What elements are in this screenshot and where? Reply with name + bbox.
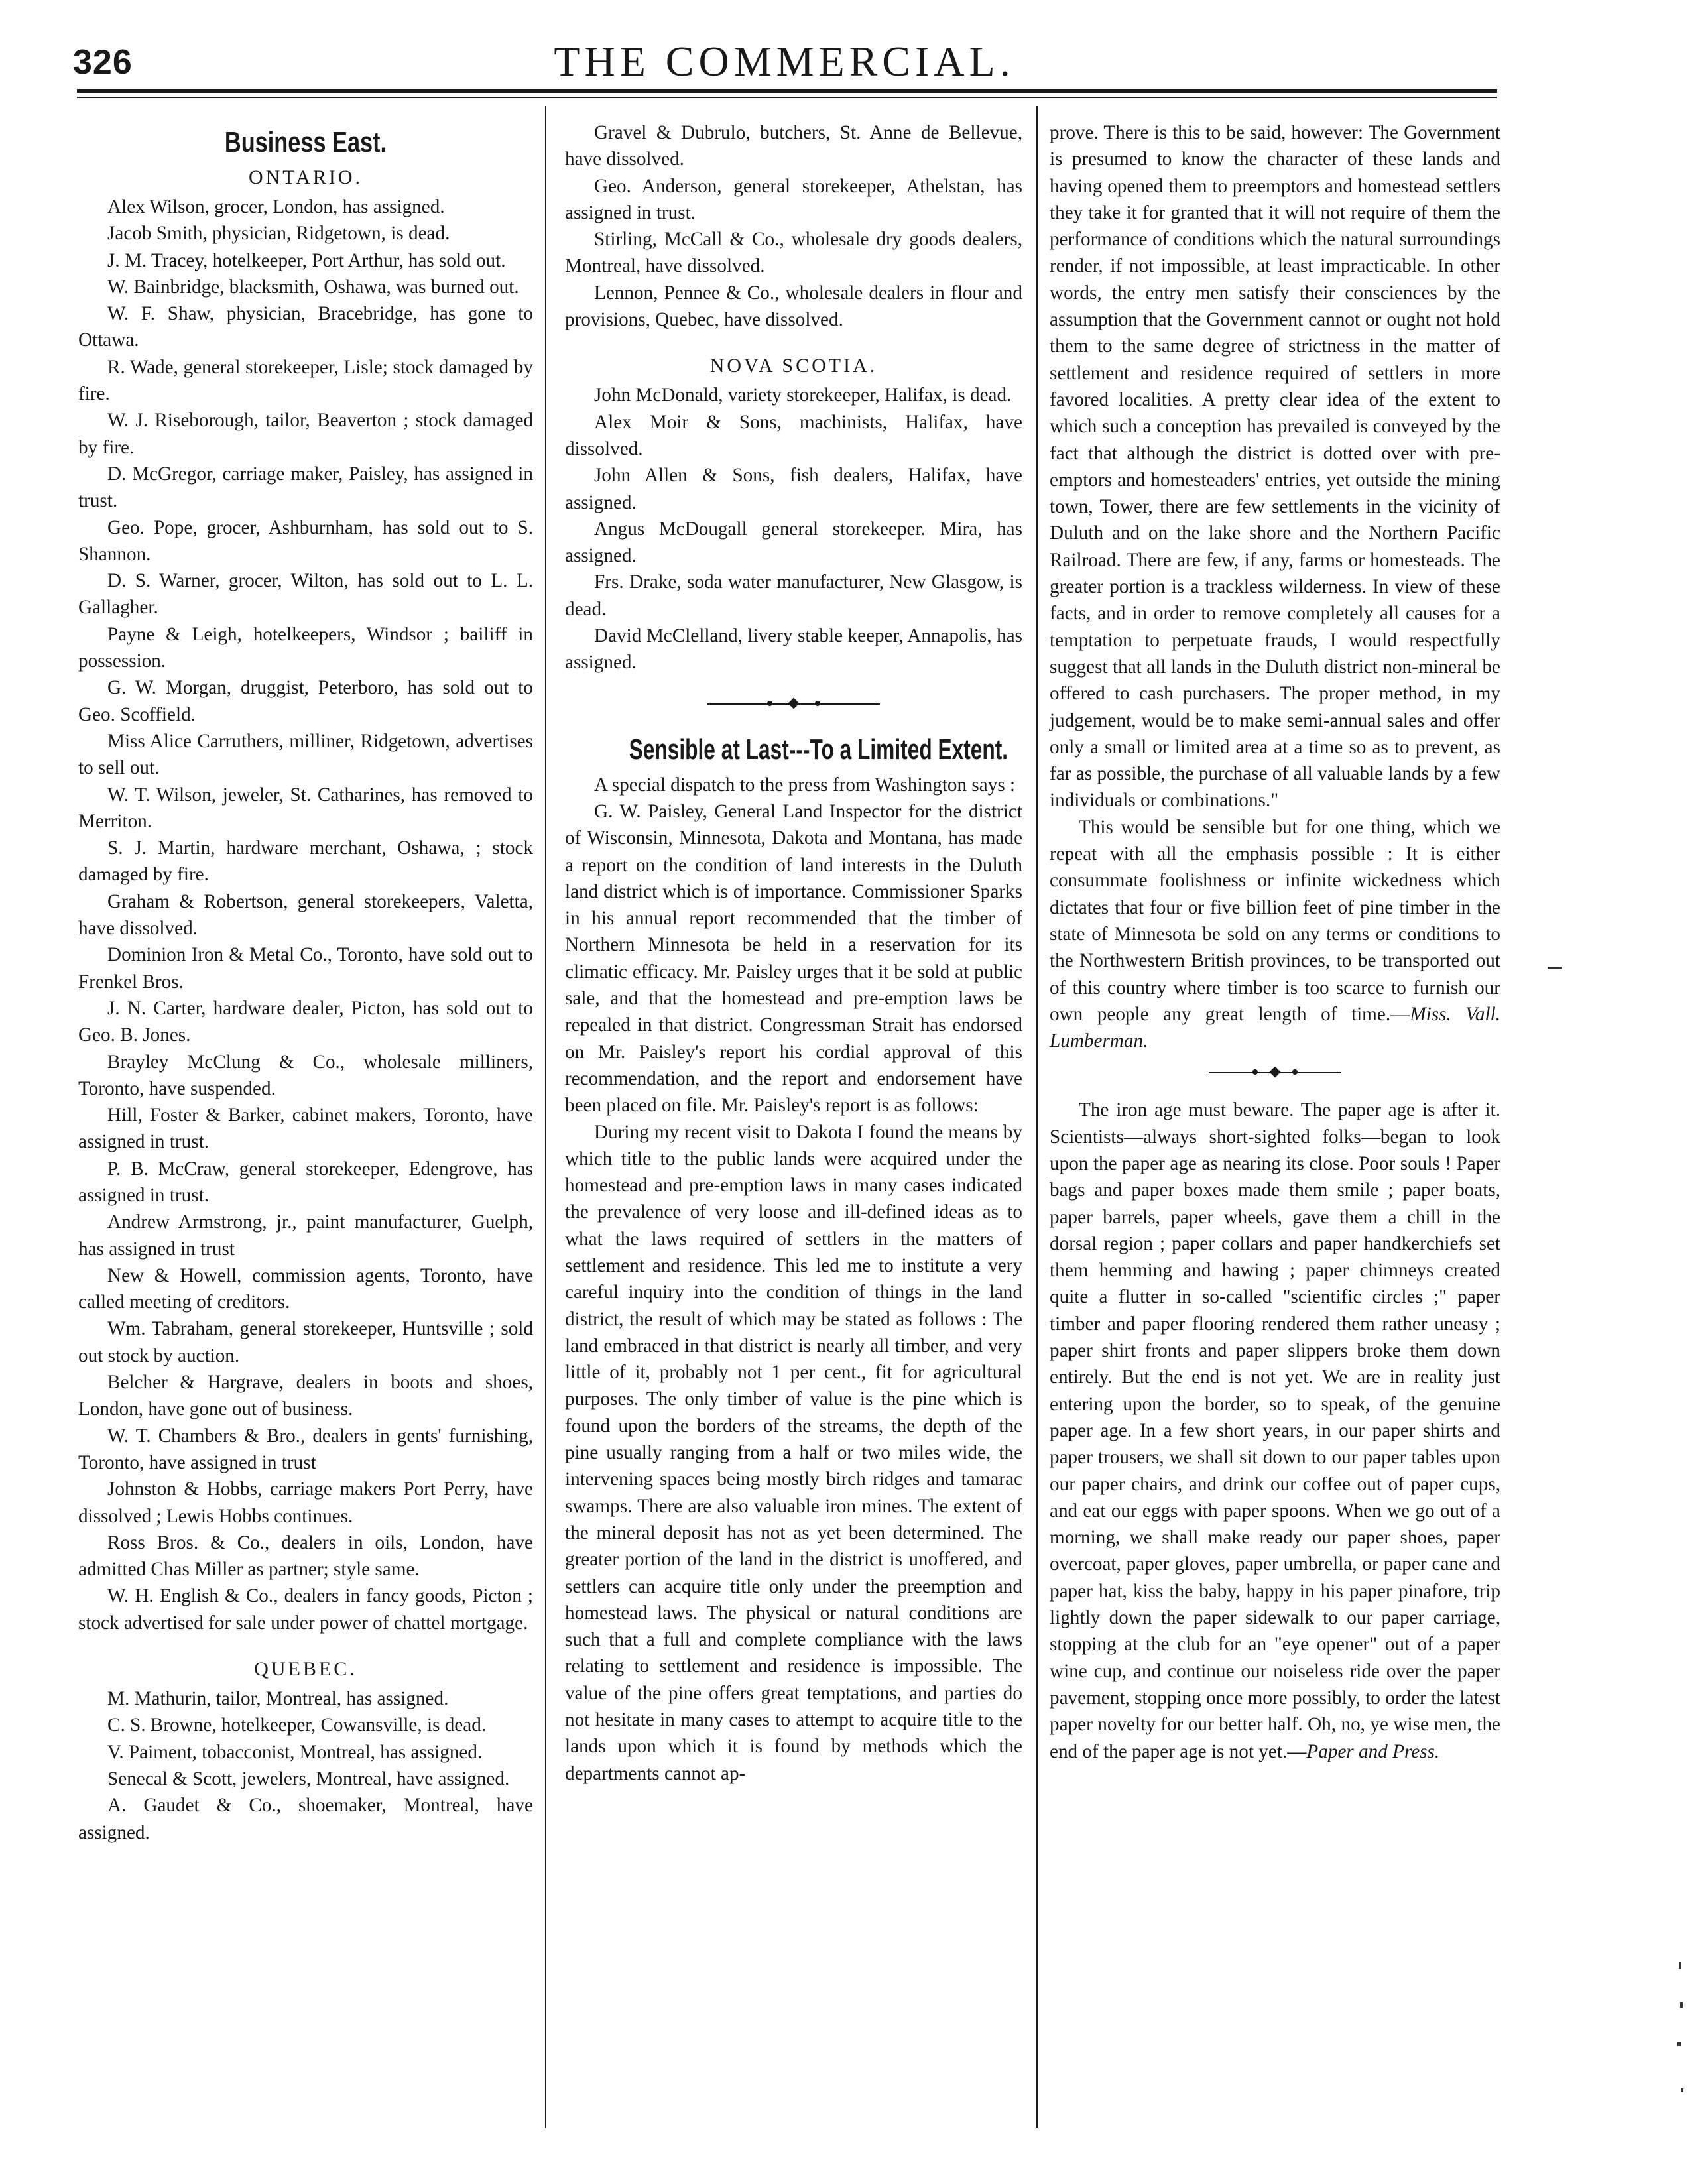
list-item: John McDonald, variety storekeeper, Halifax, is dead. xyxy=(594,385,1012,406)
list-item: W. Bainbridge, blacksmith, Oshawa, was burned out. xyxy=(107,276,519,298)
list-item: Stirling, McCall & Co., wholesale dry goods dealers, Montreal, have dissolved. xyxy=(565,229,1022,277)
list-item: Andrew Armstrong, jr., paint manufacturer, Guelph, has assigned in trust xyxy=(78,1211,533,1260)
list-item: G. W. Morgan, druggist, Peterboro, has sold out to Geo. Scoffield. xyxy=(78,677,533,725)
list-item: D. S. Warner, grocer, Wilton, has sold out to L. L. Gallagher. xyxy=(78,570,533,619)
margin-mark xyxy=(1680,2002,1683,2008)
list-item: Ross Bros. & Co., dealers in oils, London, have admitted Chas Miller as partner; style same. xyxy=(78,1532,533,1581)
article-text: The iron age must beware. The paper age is after it. Scientists—always short-sighted folks—began to look upon the paper age as nearing its close. Poor souls ! Paper bags and paper boxes made them smile ; paper boats, paper barrels, paper wheels, gave them a chill in the dorsal region ; paper collars and paper handkerchiefs set them hemming and hawing ; paper chimneys created quite a flutter in so-called "scientific circles ;" paper timber and paper flooring rendered them rather uneasy ; paper shirt fronts and paper slippers broke them down entirely. But the end is not yet. We are in reality just entering upon the border, so to speak, of the genuine paper age. In a few short years, in our paper shirts and paper trousers, we shall sit down to our paper tables upon our paper chairs, and drink our coffee out of paper cups, and eat our eggs with paper spoons. When we go out of a morning, we shall make ready our paper shoes, paper overcoat, paper gloves, paper umbrella, or paper cane and paper hat, kiss the baby, happy in his paper pinafore, trip lightly down the paper sidewalk to our paper carriage, stopping at the club for an "eye opener" out of a paper wine cup, and continue our noiseless ride over the paper pavement, stopping once more possibly, to order the latest paper novelty for our better half. Oh, no, ye wise men, the end of the paper age is not yet.— xyxy=(1050,1099,1500,1762)
subhead-quebec: QUEBEC. xyxy=(254,1658,357,1681)
list-item: Gravel & Dubrulo, butchers, St. Anne de Bellevue, have dissolved. xyxy=(565,122,1022,170)
page-header xyxy=(73,34,1496,94)
list-item: Frs. Drake, soda water manufacturer, New Glasgow, is dead. xyxy=(565,572,1022,620)
article-paragraph: G. W. Paisley, General Land Inspector for the district of Wisconsin, Minnesota, Dakota and Montana, has made a report on the condition of land interests in the Duluth land district which is of importance. Commissioner Sparks in his annual report recommended that the timber of Northern Minnesota be held in a reservation for its climatic efficacy. Mr. Paisley urges that it be sold at public sale, and that the homestead and pre-emption laws be repealed in that district. Congressman Strait has endorsed on Mr. Paisley's report his cordial approval of this recommendation, and the report and endorsement have been placed on file. Mr. Paisley's report is as follows: xyxy=(565,800,1022,1116)
masthead-title: THE COMMERCIAL. xyxy=(554,38,1015,85)
section-heading-business-east: Business East. xyxy=(224,126,387,158)
list-item: Lennon, Pennee & Co., wholesale dealers in flour and provisions, Quebec, have dissolved. xyxy=(565,282,1022,331)
list-item: Brayley McClung & Co., wholesale milliners, Toronto, have suspended. xyxy=(78,1051,533,1099)
list-item: Wm. Tabraham, general storekeeper, Huntsville ; sold out stock by auction. xyxy=(78,1318,533,1366)
quebec-list xyxy=(78,1685,533,1846)
margin-mark xyxy=(1679,1962,1681,1969)
list-item: V. Paiment, tobacconist, Montreal, has assigned. xyxy=(107,1741,483,1763)
list-item: J. M. Tracey, hotelkeeper, Port Arthur, has sold out. xyxy=(107,249,506,271)
list-item: R. Wade, general storekeeper, Lisle; stock damaged by fire. xyxy=(78,356,533,405)
ontario-list xyxy=(78,194,533,1636)
list-item: C. S. Browne, hotelkeeper, Cowansville, is dead. xyxy=(107,1715,487,1736)
article-paragraph: During my recent visit to Dakota I found the means by which title to the public lands were acquired under the homestead and pre-emption laws in many cases indicated the prevalence of very loose and ill-defined ideas as to what the laws required of settlers in the matters of settlement and residence. This led me to institute a very careful inquiry into the condition of things in the land district, the result of which may be stated as follows : The land embraced in that district is nearly all timber, and very little of it, probably not 1 per cent., fit for agricultural purposes. The only timber of value is the pine which is found upon the borders of the streams, the depth of the pine usually ranging from a half or two miles wide, the intervening spaces being mostly birch ridges and tamarac swamps. There are also valuable iron mines. The extent of the mineral deposit has not as yet been determined. The greater portion of the land in the district is unoffered, and settlers can acquire title only under the preemption and homestead laws. The physical or natural conditions are such that a full and complete compliance with the laws relating to settlement and residence is impossible. The value of the pine offers great temptations, and parties do not hesitate in many cases to attempt to acquire title to the lands upon which it is found by methods which the departments cannot ap- xyxy=(565,1121,1022,1784)
list-item: David McClelland, livery stable keeper, Annapolis, has assigned. xyxy=(565,625,1022,674)
list-item: Alex Wilson, grocer, London, has assigned. xyxy=(107,196,445,217)
header-rule-thick xyxy=(77,89,1497,93)
margin-mark xyxy=(1548,967,1562,969)
page-number: 326 xyxy=(73,43,133,82)
column-3 xyxy=(1050,119,1500,1765)
article-paragraph: prove. There is this to be said, however: The Government is presumed to know the character of these lands and having opened them to preemptors and homestead settlers they take it for granted that it will not require of them the performance of conditions which the natural surroundings render, if not impossible, at least impracticable. In other words, the entry men satisfy their consciences by the assumption that the Government cannot or ought not hold them to the same degree of strictness in the matter of settlement and residence required of settlers in more favored localities. A pretty clear idea of the extent to which such a conception has prevailed is conveyed by the fact that although the district is dotted over with pre-emptors and homesteaders' entries, yet outside the mining town, Tower, there are few settlements in the vicinity of Duluth and on the lake shore and the Northern Pacific Railroad. There are few, if any, farms or homesteads. The greater portion is a trackless wilderness. In view of these facts, and in order to remove completely all causes for a temptation to perpetuate frauds, I would respectfully suggest that all lands in the Duluth district non-mineral be offered to cash purchasers. The proper method, in my judgement, would be to make semi-annual sales and offer only a small or limited area at a time so as to prevent, as far as possible, the purchase of all valuable lands by a few individuals or combinations." xyxy=(1050,122,1500,812)
column-2 xyxy=(565,119,1022,1787)
article-text: This would be sensible but for one thing, which we repeat with all the emphasis possible : It is either consummate foolishness or infinite wickedness which dictates that four or five billion feet of pine timber in the state of Minnesota be sold on any terms or conditions to the Northwestern British provinces, to be transported out of this country where timber is too scarce to furnish our own people any great length of time.— xyxy=(1050,816,1500,1025)
list-item: Jacob Smith, physician, Ridgetown, is dead. xyxy=(107,223,450,245)
margin-mark xyxy=(1681,2088,1683,2092)
list-item: Geo. Pope, grocer, Ashburnham, has sold out to S. Shannon. xyxy=(78,516,533,565)
list-item: W. T. Wilson, jeweler, St. Catharines, has removed to Merriton. xyxy=(78,784,533,832)
list-item: D. McGregor, carriage maker, Paisley, has assigned in trust. xyxy=(78,463,533,512)
margin-mark xyxy=(1677,2042,1681,2046)
article-paragraph: A special dispatch to the press from Washington says : xyxy=(594,774,1016,796)
list-item: Dominion Iron & Metal Co., Toronto, have sold out to Frenkel Bros. xyxy=(78,944,533,993)
list-item: Miss Alice Carruthers, milliner, Ridgetown, advertises to sell out. xyxy=(78,730,533,779)
list-item: P. B. McCraw, general storekeeper, Edengrove, has assigned in trust. xyxy=(78,1158,533,1206)
list-item: Belcher & Hargrave, dealers in boots and shoes, London, have gone out of business. xyxy=(78,1372,533,1420)
section-divider-ornament xyxy=(707,691,880,717)
list-item: Hill, Foster & Barker, cabinet makers, Toronto, have assigned in trust. xyxy=(78,1105,533,1153)
article-paragraph xyxy=(1050,1097,1500,1764)
list-item: W. T. Chambers & Bro., dealers in gents' furnishing, Toronto, have assigned in trust xyxy=(78,1425,533,1473)
list-item: Alex Moir & Sons, machinists, Halifax, have dissolved. xyxy=(565,411,1022,459)
quebec-list-continued xyxy=(565,119,1022,333)
source-credit: Miss. Vall. Lumberman. xyxy=(1050,1003,1501,1052)
list-item: Angus McDougall general storekeeper. Mira, has assigned. xyxy=(565,518,1022,567)
subhead-ontario: ONTARIO. xyxy=(248,166,363,188)
list-item: John Allen & Sons, fish dealers, Halifax, have assigned. xyxy=(565,465,1022,513)
list-item: New & Howell, commission agents, Toronto, have called meeting of creditors. xyxy=(78,1264,533,1313)
list-item: Senecal & Scott, jewelers, Montreal, have assigned. xyxy=(107,1768,510,1789)
article-heading-sensible-at-last: Sensible at Last---To a Limited Extent. xyxy=(629,733,1008,766)
list-item: Graham & Robertson, general storekeepers, Valetta, have dissolved. xyxy=(78,890,533,939)
column-1 xyxy=(78,117,533,1846)
article-paragraph xyxy=(1050,814,1500,1055)
list-item: Payne & Leigh, hotelkeepers, Windsor ; bailiff in possession. xyxy=(78,623,533,672)
source-credit: Paper and Press. xyxy=(1306,1740,1440,1762)
list-item: S. J. Martin, hardware merchant, Oshawa, ; stock damaged by fire. xyxy=(78,837,533,886)
list-item: J. N. Carter, hardware dealer, Picton, has sold out to Geo. B. Jones. xyxy=(78,997,533,1046)
list-item: M. Mathurin, tailor, Montreal, has assigned. xyxy=(107,1688,449,1710)
list-item: A. Gaudet & Co., shoemaker, Montreal, have assigned. xyxy=(78,1795,533,1843)
list-item: Johnston & Hobbs, carriage makers Port Perry, have dissolved ; Lewis Hobbs continues. xyxy=(78,1478,533,1527)
subhead-nova-scotia: NOVA SCOTIA. xyxy=(709,355,878,377)
section-divider-ornament xyxy=(1209,1059,1341,1086)
list-item: W. J. Riseborough, tailor, Beaverton ; stock damaged by fire. xyxy=(78,410,533,458)
header-rule-thin xyxy=(77,97,1497,98)
column-divider-2 xyxy=(1036,106,1038,2128)
list-item: Geo. Anderson, general storekeeper, Athelstan, has assigned in trust. xyxy=(565,175,1022,223)
list-item: W. F. Shaw, physician, Bracebridge, has gone to Ottawa. xyxy=(78,303,533,351)
nova-scotia-list xyxy=(565,382,1022,676)
column-divider-1 xyxy=(545,106,546,2128)
list-item: W. H. English & Co., dealers in fancy goods, Picton ; stock advertised for sale under power of chattel mortgage. xyxy=(78,1585,533,1634)
